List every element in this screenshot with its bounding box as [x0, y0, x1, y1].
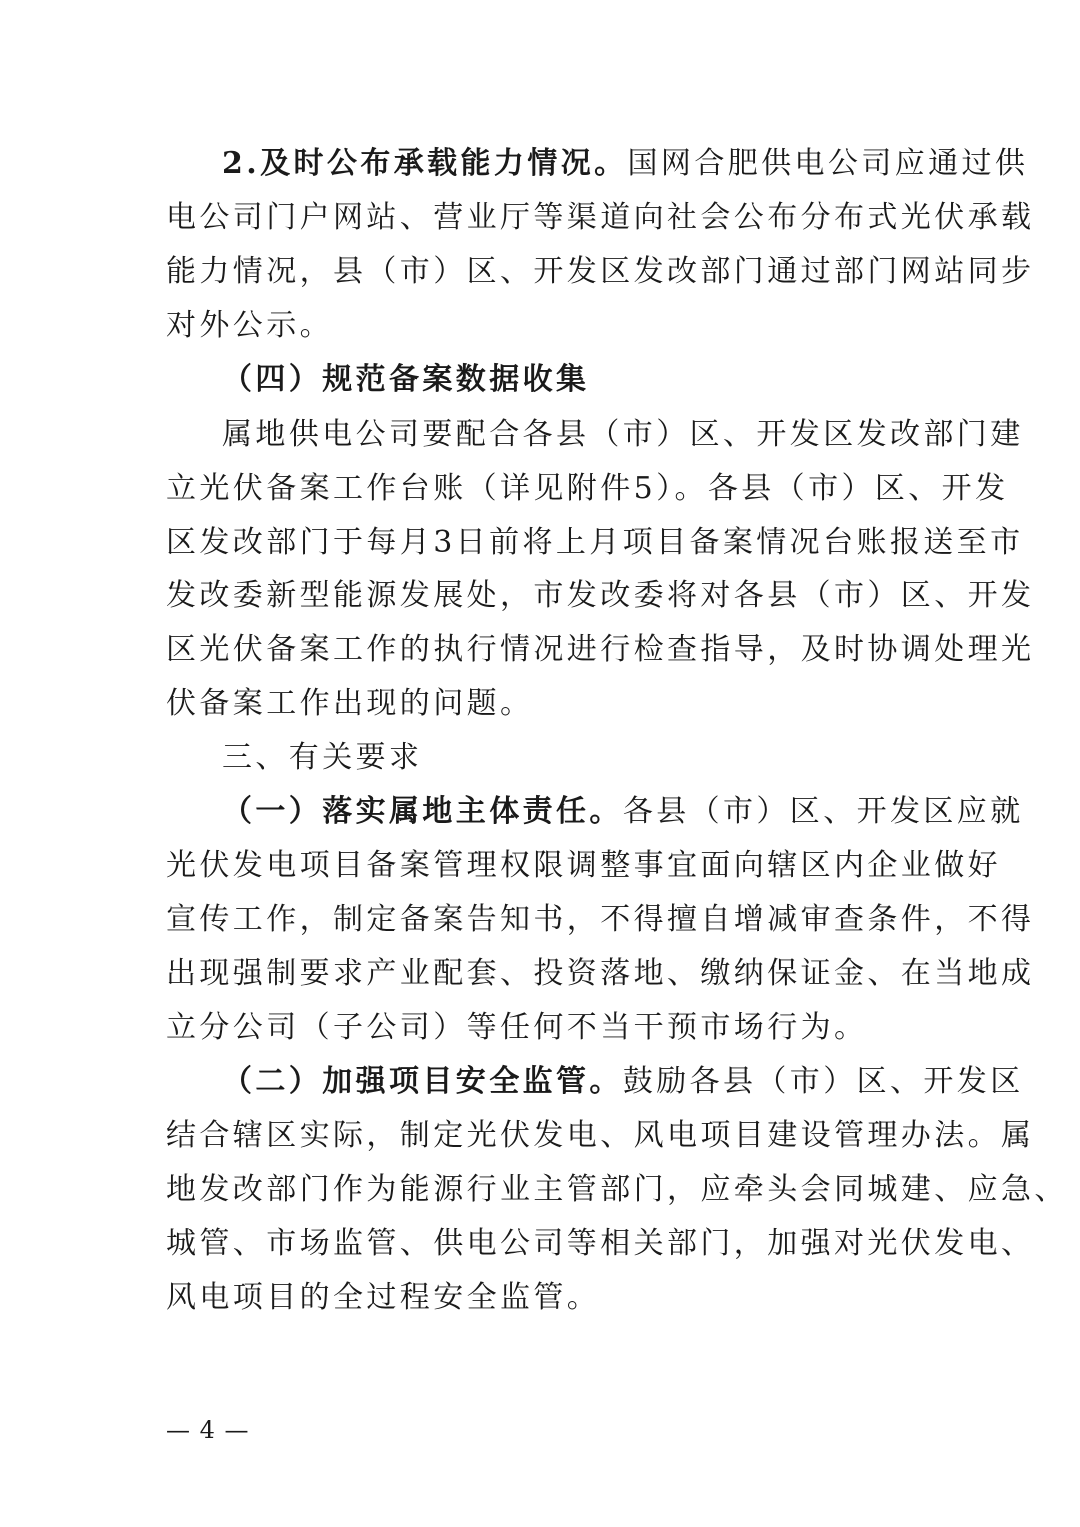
paragraph-line: 区发改部门于每月3日前将上月项目备案情况台账报送至市 [166, 525, 1024, 560]
paragraph-line [222, 1055, 1024, 1109]
paragraph-line: 发改委新型能源发展处，市发改委将对各县（市）区、开发 [166, 578, 1035, 613]
paragraph-text: 各县（市）区、开发区应就 [622, 794, 1024, 829]
paragraph-lead: （二）加强项目安全监管。 [222, 1064, 623, 1099]
paragraph-lead: 2.及时公布承载能力情况。 [222, 146, 628, 181]
paragraph-text: 国网合肥供电公司应通过供 [627, 146, 1029, 181]
section-heading: 三、有关要求 [222, 740, 423, 775]
paragraph-line: 宣传工作，制定备案告知书，不得擅自增减审查条件，不得 [166, 902, 1035, 937]
paragraph-line: 立光伏备案工作台账（详见附件5）。各县（市）区、开发 [166, 471, 1009, 506]
paragraph-line [222, 785, 1024, 839]
paragraph-line [222, 137, 1029, 191]
subsection-heading: （四）规范备案数据收集 [222, 362, 590, 397]
paragraph-line: 伏备案工作出现的问题。 [166, 686, 534, 721]
paragraph-line: 光伏发电项目备案管理权限调整事宜面向辖区内企业做好 [166, 848, 1001, 883]
paragraph-line: 地发改部门作为能源行业主管部门，应牵头会同城建、应急、 [166, 1172, 1068, 1207]
paragraph-lead: （一）落实属地主体责任。 [222, 794, 623, 829]
paragraph-line: 对外公示。 [166, 308, 333, 343]
paragraph-text: 鼓励各县（市）区、开发区 [622, 1064, 1024, 1099]
paragraph-line: 风电项目的全过程安全监管。 [166, 1280, 601, 1315]
paragraph-line: 属地供电公司要配合各县（市）区、开发区发改部门建 [222, 417, 1024, 452]
paragraph-line: 结合辖区实际，制定光伏发电、风电项目建设管理办法。属 [166, 1118, 1035, 1153]
paragraph-line: 区光伏备案工作的执行情况进行检查指导，及时协调处理光 [166, 632, 1035, 667]
paragraph-line: 出现强制要求产业配套、投资落地、缴纳保证金、在当地成 [166, 956, 1035, 991]
page-number: — 4 — [166, 1416, 250, 1444]
paragraph-line: 立分公司（子公司）等任何不当干预市场行为。 [166, 1010, 868, 1045]
paragraph-line: 能力情况，县（市）区、开发区发改部门通过部门网站同步 [166, 254, 1035, 289]
paragraph-line: 城管、市场监管、供电公司等相关部门，加强对光伏发电、 [166, 1226, 1035, 1261]
paragraph-line: 电公司门户网站、营业厅等渠道向社会公布分布式光伏承载 [166, 200, 1035, 235]
